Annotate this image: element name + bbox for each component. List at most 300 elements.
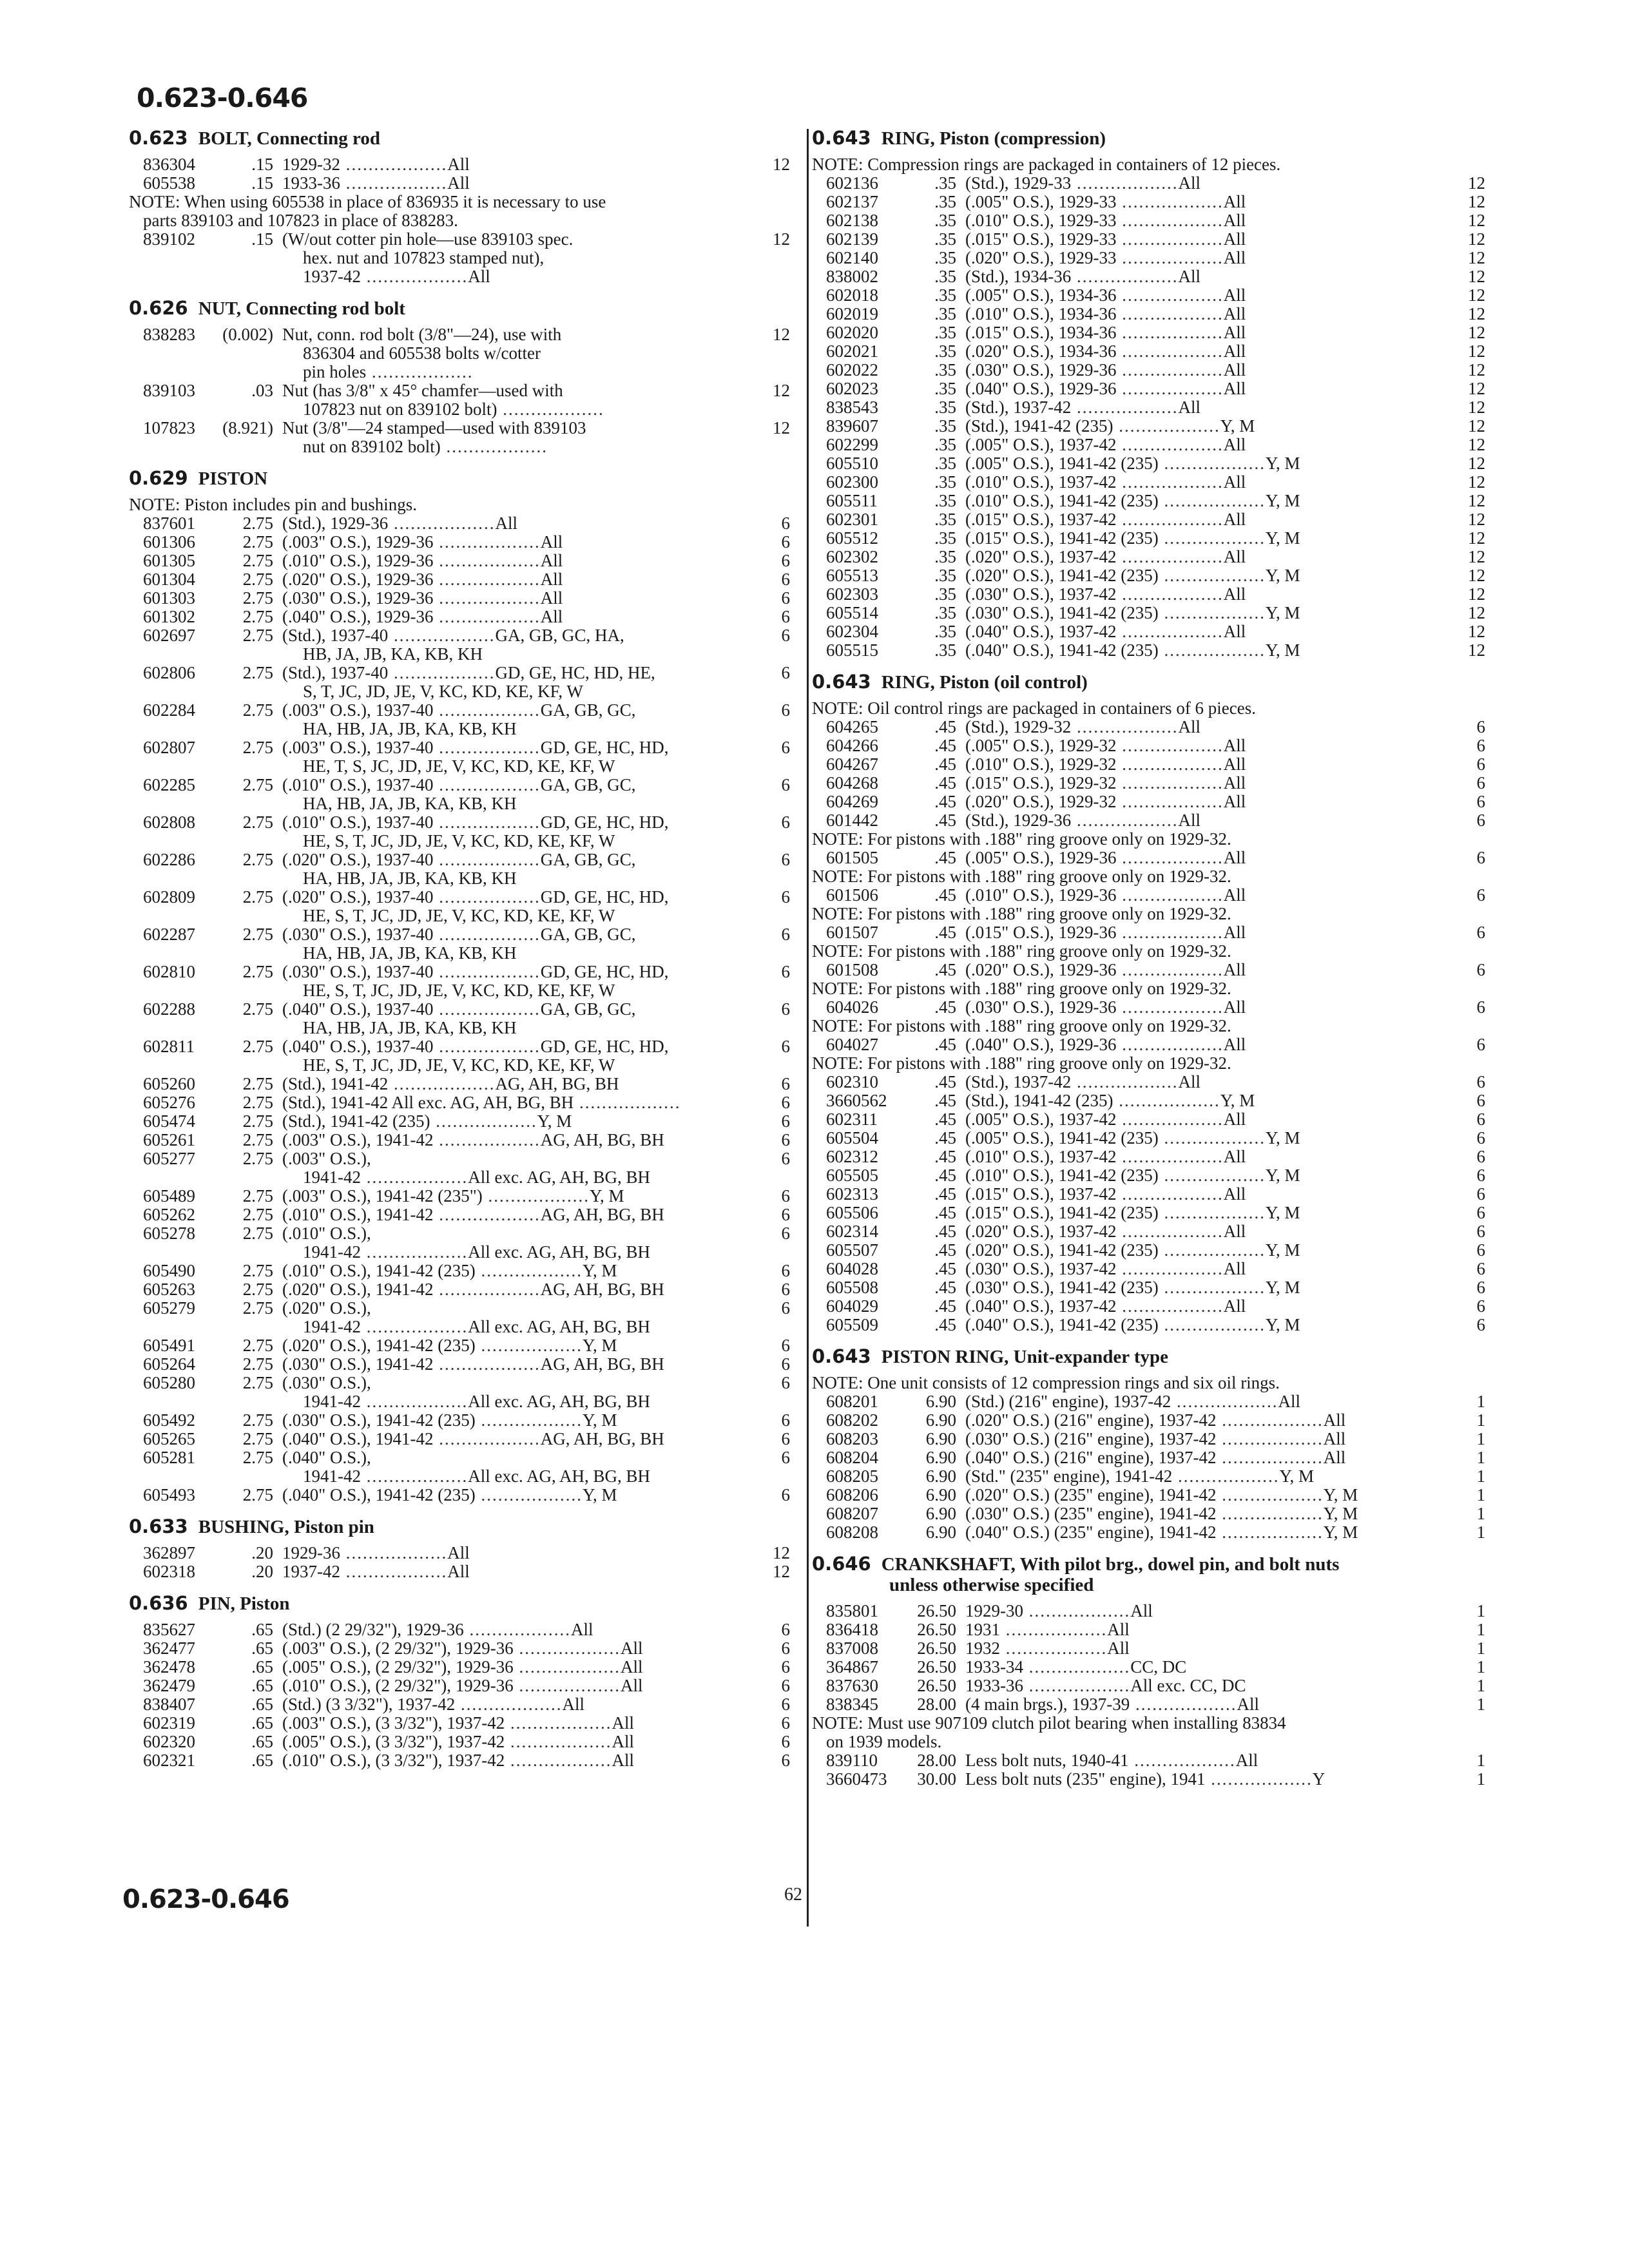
part-price: 2.75 xyxy=(242,588,273,608)
part-number: 601304 xyxy=(143,570,195,589)
part-description xyxy=(965,1073,1436,1091)
leader-dots: .................. xyxy=(1158,529,1266,548)
part-description xyxy=(965,342,1436,361)
quantity: 12 xyxy=(773,1543,790,1562)
applicable-models: GD, GE, HC, HD, HE, xyxy=(495,664,655,682)
applicable-models: GD, GE, HC, HD, xyxy=(540,1037,669,1056)
description-text: (Std." (235" engine), 1941-42 xyxy=(965,1467,1173,1486)
part-row xyxy=(129,1658,790,1677)
part-price: .35 xyxy=(934,211,956,230)
leader-dots: .................. xyxy=(1172,1467,1280,1486)
quantity: 6 xyxy=(1476,754,1485,774)
page-title: 0.623-0.646 xyxy=(137,82,308,113)
description-text: 1941-42 xyxy=(303,1318,361,1336)
quantity: 12 xyxy=(1468,341,1485,361)
leader-dots: .................. xyxy=(1205,1770,1313,1789)
description-line xyxy=(965,1448,1436,1467)
part-description xyxy=(965,811,1436,830)
note-line: NOTE: One unit consists of 12 compression rings and six oil rings. xyxy=(812,1373,1280,1392)
description-line xyxy=(965,1486,1436,1504)
part-number: 608202 xyxy=(826,1410,878,1430)
part-row xyxy=(129,1093,790,1112)
quantity: 1 xyxy=(1476,1620,1485,1639)
note-text xyxy=(812,979,1485,998)
part-price: 28.00 xyxy=(917,1695,956,1714)
description-text: (.040" O.S.), 1937-40 xyxy=(282,1000,434,1019)
description-line xyxy=(965,417,1436,436)
part-description xyxy=(282,419,741,456)
description-text: (.030" O.S.), 1929-36 xyxy=(282,589,434,608)
applicable-models: All xyxy=(1223,1222,1246,1241)
part-description xyxy=(282,1075,741,1093)
description-line xyxy=(282,1392,741,1411)
description-text: (Std.), 1934-36 xyxy=(965,267,1072,286)
part-row xyxy=(129,608,790,626)
part-row xyxy=(812,398,1485,417)
description-line xyxy=(965,286,1436,305)
part-row xyxy=(812,1129,1485,1148)
quantity: 1 xyxy=(1476,1410,1485,1430)
description-line xyxy=(282,832,741,850)
part-description xyxy=(965,1695,1436,1714)
quantity: 6 xyxy=(781,1620,790,1639)
applicable-models: All xyxy=(1223,736,1246,755)
quantity: 12 xyxy=(1468,360,1485,380)
part-description xyxy=(965,755,1436,774)
part-price: 2.75 xyxy=(242,1373,273,1392)
leader-dots: .................. xyxy=(1158,604,1266,622)
applicable-models: All xyxy=(1223,849,1246,867)
quantity: 12 xyxy=(1468,584,1485,604)
applicable-models: GA, GB, GC, xyxy=(540,925,636,944)
description-text: HE, S, T, JC, JD, JE, V, KC, KD, KE, KF, W xyxy=(303,1056,615,1075)
quantity: 12 xyxy=(773,1562,790,1581)
part-price: .35 xyxy=(934,248,956,267)
part-price: .35 xyxy=(934,547,956,566)
part-number: 604027 xyxy=(826,1035,878,1054)
description-line xyxy=(965,1658,1436,1677)
description-line xyxy=(965,1204,1436,1222)
description-text: (.030" O.S.), 1937-42 xyxy=(965,585,1117,604)
part-number: 362477 xyxy=(143,1639,195,1658)
applicable-models: Y, M xyxy=(1323,1523,1358,1542)
applicable-models: All xyxy=(1223,305,1246,323)
section-title xyxy=(129,468,790,489)
quantity: 12 xyxy=(1468,640,1485,660)
part-price: .35 xyxy=(934,360,956,380)
part-row xyxy=(129,1149,790,1187)
leader-dots: .................. xyxy=(505,1751,612,1770)
right-column xyxy=(812,128,1485,1789)
quantity: 6 xyxy=(781,1657,790,1677)
quantity: 12 xyxy=(1468,491,1485,510)
part-description xyxy=(965,1091,1436,1110)
section-title xyxy=(129,298,790,319)
applicable-models: All xyxy=(1323,1430,1346,1448)
part-row xyxy=(812,849,1485,867)
part-number: 839607 xyxy=(826,416,878,436)
part-number: 605511 xyxy=(826,491,878,510)
part-description xyxy=(282,701,741,738)
quantity: 6 xyxy=(1476,923,1485,942)
description-line xyxy=(965,1677,1436,1695)
part-row xyxy=(812,492,1485,510)
description-line xyxy=(965,1148,1436,1166)
part-number: 604268 xyxy=(826,773,878,793)
part-row xyxy=(812,1639,1485,1658)
part-number: 604266 xyxy=(826,736,878,755)
description-text: HE, T, S, JC, JD, JE, V, KC, KD, KE, KF, W xyxy=(303,757,615,776)
part-number: 602288 xyxy=(143,999,195,1019)
part-price: .45 xyxy=(934,736,956,755)
quantity: 6 xyxy=(781,1224,790,1243)
quantity: 6 xyxy=(781,1713,790,1733)
applicable-models: All xyxy=(1235,1751,1258,1770)
description-line xyxy=(282,1467,741,1486)
description-line xyxy=(965,1523,1436,1542)
description-line xyxy=(282,1430,741,1448)
leader-dots: .................. xyxy=(361,1318,468,1336)
part-description xyxy=(965,361,1436,380)
quantity: 12 xyxy=(1468,267,1485,286)
description-line xyxy=(282,794,741,813)
description-text: (.010" O.S.), 1934-36 xyxy=(965,305,1117,323)
applicable-models: All xyxy=(1323,1411,1346,1430)
part-description xyxy=(965,1392,1436,1411)
part-description xyxy=(282,1544,741,1562)
leader-dots: .................. xyxy=(1116,1260,1224,1278)
part-number: 602807 xyxy=(143,738,195,757)
description-line xyxy=(965,323,1436,342)
note-text xyxy=(812,830,1485,849)
description-line xyxy=(965,811,1436,830)
leader-dots: .................. xyxy=(1116,1222,1224,1241)
leader-dots: .................. xyxy=(440,437,548,456)
part-description xyxy=(282,1695,741,1714)
leader-dots: .................. xyxy=(455,1695,563,1714)
part-row xyxy=(812,1677,1485,1695)
part-price: 2.75 xyxy=(242,514,273,533)
quantity: 6 xyxy=(1476,1128,1485,1148)
part-price: .45 xyxy=(934,717,956,736)
part-price: 2.75 xyxy=(242,738,273,757)
applicable-models: GD, GE, HC, HD, xyxy=(540,738,669,757)
applicable-models: All xyxy=(1223,1297,1246,1316)
leader-dots: .................. xyxy=(433,552,541,570)
section-number: 0.629 xyxy=(129,467,188,489)
description-line xyxy=(965,398,1436,417)
description-line xyxy=(282,325,741,344)
part-price: .45 xyxy=(934,1091,956,1110)
part-row xyxy=(129,1695,790,1714)
applicable-models: All xyxy=(1223,193,1246,211)
description-line xyxy=(282,1695,741,1714)
part-row xyxy=(812,342,1485,361)
applicable-models: All xyxy=(621,1639,643,1658)
part-description xyxy=(282,664,741,701)
description-text: (Std.), 1929-36 xyxy=(282,514,389,533)
part-description xyxy=(965,923,1436,942)
part-row xyxy=(812,1222,1485,1241)
leader-dots: .................. xyxy=(482,1187,590,1206)
quantity: 6 xyxy=(781,1149,790,1168)
leader-dots: .................. xyxy=(1116,736,1224,755)
part-description xyxy=(965,1658,1436,1677)
part-price: .35 xyxy=(934,472,956,492)
description-line xyxy=(965,1110,1436,1129)
quantity: 6 xyxy=(1476,1240,1485,1260)
part-row xyxy=(812,1166,1485,1185)
part-description xyxy=(282,1000,741,1037)
quantity: 6 xyxy=(1476,773,1485,793)
section-name: NUT, Connecting rod bolt xyxy=(198,298,405,319)
part-description xyxy=(965,622,1436,641)
part-row xyxy=(129,1112,790,1131)
applicable-models: GA, GB, GC, xyxy=(540,850,636,869)
note-text xyxy=(812,942,1485,961)
description-line xyxy=(965,923,1436,942)
description-line xyxy=(965,1770,1436,1789)
part-number: 602806 xyxy=(143,663,195,682)
section-number: 0.643 xyxy=(812,1345,871,1367)
part-price: 2.75 xyxy=(242,570,273,589)
part-description xyxy=(282,1149,741,1187)
note-line: NOTE: For pistons with .188" ring groove only on 1929-32. xyxy=(812,867,1231,886)
part-price: .45 xyxy=(934,754,956,774)
part-price: 2.75 xyxy=(242,700,273,720)
description-line xyxy=(965,1129,1436,1148)
part-number: 605538 xyxy=(143,173,195,193)
description-line xyxy=(965,1602,1436,1620)
part-description xyxy=(965,1148,1436,1166)
part-row xyxy=(812,1260,1485,1278)
description-text: (.003" O.S.), 1937-40 xyxy=(282,738,434,757)
part-price: 2.75 xyxy=(242,551,273,570)
leader-dots: .................. xyxy=(433,1037,541,1056)
part-number: 605265 xyxy=(143,1429,195,1448)
part-number: 605263 xyxy=(143,1280,195,1299)
leader-dots: .................. xyxy=(1071,811,1179,830)
description-line xyxy=(965,604,1436,622)
description-text: (.040" O.S.), 1941-42 (235) xyxy=(965,1316,1159,1334)
part-number: 602319 xyxy=(143,1713,195,1733)
description-text: (.040" O.S.), xyxy=(282,1448,371,1467)
description-text: 1933-36 xyxy=(282,174,340,193)
leader-dots: .................. xyxy=(433,813,541,832)
part-number: 602284 xyxy=(143,700,195,720)
part-price: 2.75 xyxy=(242,1093,273,1112)
part-row xyxy=(129,419,790,456)
leader-dots: .................. xyxy=(433,850,541,869)
description-line xyxy=(282,682,741,701)
description-text: (.030" O.S.), 1937-42 xyxy=(965,1260,1117,1278)
applicable-models: All xyxy=(1223,622,1246,641)
description-text: (.030" O.S.) (216" engine), 1937-42 xyxy=(965,1430,1217,1448)
description-line xyxy=(282,230,741,249)
part-row xyxy=(129,664,790,701)
applicable-models: All xyxy=(562,1695,585,1714)
applicable-models: All xyxy=(540,552,563,570)
part-description xyxy=(282,552,741,570)
applicable-models: All exc. CC, DC xyxy=(1130,1677,1246,1695)
description-line xyxy=(965,1316,1436,1334)
leader-dots: .................. xyxy=(1116,323,1224,342)
leader-dots: .................. xyxy=(1158,1204,1266,1222)
quantity: 6 xyxy=(781,551,790,570)
description-text: (.020" O.S.) (216" engine), 1937-42 xyxy=(965,1411,1217,1430)
description-line xyxy=(965,548,1436,566)
part-number: 837601 xyxy=(143,514,195,533)
description-line xyxy=(282,944,741,963)
quantity: 6 xyxy=(1476,1278,1485,1297)
description-text: (.020" O.S.), xyxy=(282,1299,371,1318)
part-row xyxy=(812,1297,1485,1316)
description-text: (.003" O.S.), (2 29/32"), 1929-36 xyxy=(282,1639,514,1658)
part-number: 605506 xyxy=(826,1203,878,1222)
leader-dots: .................. xyxy=(433,589,541,608)
applicable-models: All xyxy=(1223,1148,1246,1166)
part-row xyxy=(129,1037,790,1075)
leader-dots: .................. xyxy=(361,1392,468,1411)
part-price: .45 xyxy=(934,1072,956,1091)
part-description xyxy=(965,961,1436,979)
description-text: (.010" O.S.), 1929-33 xyxy=(965,211,1117,230)
part-description xyxy=(282,1374,741,1411)
applicable-models: AG, AH, BG, BH xyxy=(540,1430,664,1448)
applicable-models: Y, M xyxy=(1266,1278,1300,1297)
part-description xyxy=(965,267,1436,286)
part-price: .45 xyxy=(934,1259,956,1278)
quantity: 12 xyxy=(1468,379,1485,398)
part-price: .45 xyxy=(934,848,956,867)
description-text: (.010" O.S.), 1929-32 xyxy=(965,755,1117,774)
part-description xyxy=(282,230,741,286)
part-price: .35 xyxy=(934,192,956,211)
part-row xyxy=(812,604,1485,622)
part-number: 601305 xyxy=(143,551,195,570)
part-price: .35 xyxy=(934,584,956,604)
part-description xyxy=(282,850,741,888)
part-number: 605280 xyxy=(143,1373,195,1392)
applicable-models: AG, AH, BG, BH xyxy=(540,1206,664,1224)
part-description xyxy=(282,776,741,813)
leader-dots: .................. xyxy=(361,1467,468,1486)
part-number: 362478 xyxy=(143,1657,195,1677)
applicable-models: All xyxy=(447,174,470,193)
leader-dots: .................. xyxy=(1116,249,1224,267)
description-text: 1941-42 xyxy=(303,1168,361,1187)
applicable-models: AG, AH, BG, BH xyxy=(540,1131,664,1149)
description-text: HB, JA, JB, KA, KB, KH xyxy=(303,645,483,664)
part-description xyxy=(282,1677,741,1695)
description-line xyxy=(965,473,1436,492)
part-price: 6.90 xyxy=(925,1466,956,1486)
part-description xyxy=(965,718,1436,736)
description-line xyxy=(282,1318,741,1336)
part-row xyxy=(812,1658,1485,1677)
description-line xyxy=(965,1392,1436,1411)
part-description xyxy=(965,454,1436,473)
applicable-models: Y, M xyxy=(1266,641,1300,660)
part-description xyxy=(282,381,741,419)
note-text xyxy=(812,1714,1485,1751)
part-price: .45 xyxy=(934,1035,956,1054)
leader-dots: .................. xyxy=(1216,1486,1324,1504)
applicable-models: All xyxy=(540,589,563,608)
part-row xyxy=(812,1770,1485,1789)
leader-dots: .................. xyxy=(1071,174,1179,193)
applicable-models: All xyxy=(1278,1392,1300,1411)
leader-dots: .................. xyxy=(1158,641,1266,660)
description-text: (.030" O.S.), 1929-36 xyxy=(965,998,1117,1017)
part-row xyxy=(812,174,1485,193)
part-row xyxy=(129,888,790,925)
leader-dots: .................. xyxy=(1071,267,1179,286)
part-price: .35 xyxy=(934,435,956,454)
leader-dots: .................. xyxy=(1158,454,1266,473)
description-line xyxy=(965,529,1436,548)
leader-dots: .................. xyxy=(430,1112,537,1131)
part-price: 2.75 xyxy=(242,1130,273,1149)
part-price: 26.50 xyxy=(917,1639,956,1658)
applicable-models: All xyxy=(1223,548,1246,566)
applicable-models: All exc. AG, AH, BG, BH xyxy=(468,1318,650,1336)
description-text: 1932 xyxy=(965,1639,1000,1658)
part-description xyxy=(965,380,1436,398)
quantity: 12 xyxy=(773,229,790,249)
section-number: 0.633 xyxy=(129,1515,188,1537)
description-line xyxy=(965,361,1436,380)
description-text: (.040" O.S.), 1941-42 xyxy=(282,1430,434,1448)
description-text: (.015" O.S.), 1937-42 xyxy=(965,510,1117,529)
part-row xyxy=(129,963,790,1000)
part-price: 2.75 xyxy=(242,1074,273,1093)
part-price: 2.75 xyxy=(242,1448,273,1467)
part-price: .03 xyxy=(251,381,273,400)
leader-dots: .................. xyxy=(1116,774,1224,793)
applicable-models: Y, M xyxy=(1266,604,1300,622)
description-line xyxy=(965,774,1436,793)
quantity: 12 xyxy=(1468,416,1485,436)
applicable-models: Y, M xyxy=(583,1336,617,1355)
description-text: (.015" O.S.), 1941-42 (235) xyxy=(965,529,1159,548)
part-row xyxy=(129,570,790,589)
description-text: 1941-42 xyxy=(303,1392,361,1411)
part-number: 602137 xyxy=(826,192,878,211)
description-line xyxy=(965,1620,1436,1639)
quantity: 6 xyxy=(1476,997,1485,1017)
part-number: 602300 xyxy=(826,472,878,492)
description-text: (.020" O.S.), 1929-32 xyxy=(965,793,1117,811)
part-price: .35 xyxy=(934,304,956,323)
applicable-models: Y, M xyxy=(1220,417,1255,436)
description-line xyxy=(965,849,1436,867)
part-number: 604265 xyxy=(826,717,878,736)
description-line xyxy=(965,1430,1436,1448)
applicable-models: All xyxy=(1237,1695,1259,1714)
leader-dots: .................. xyxy=(340,174,448,193)
quantity: 6 xyxy=(1476,1166,1485,1185)
part-description xyxy=(282,1112,741,1131)
applicable-models: All xyxy=(1178,398,1201,417)
part-description xyxy=(965,398,1436,417)
part-description xyxy=(282,325,741,381)
description-line xyxy=(965,961,1436,979)
description-line xyxy=(282,1620,741,1639)
part-number: 608205 xyxy=(826,1466,878,1486)
description-line xyxy=(965,1695,1436,1714)
part-price: .35 xyxy=(934,173,956,193)
